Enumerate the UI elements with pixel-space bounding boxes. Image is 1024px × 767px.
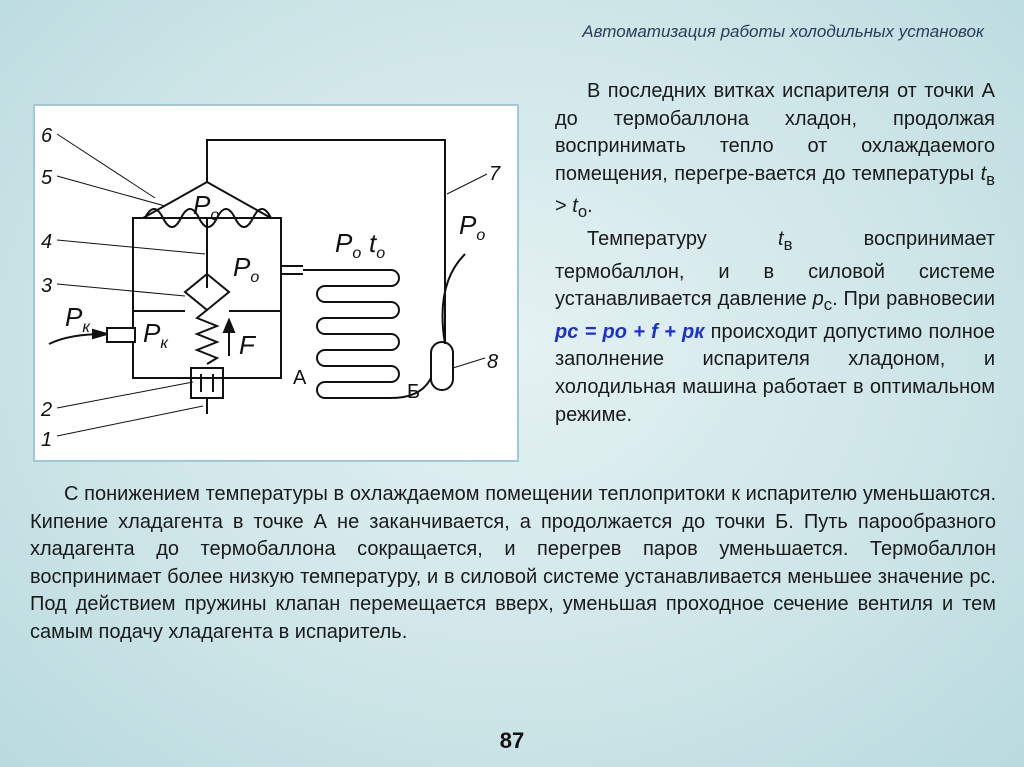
label-7: 7: [489, 163, 501, 185]
label-pk-inlet: $P_к$: [65, 302, 90, 336]
label-pk-body: $P_к$: [143, 318, 168, 352]
label-2: 2: [41, 399, 53, 421]
right-text-block: [555, 78, 995, 429]
label-point-a: A: [293, 367, 307, 389]
label-po-head: $P_o$: [193, 190, 220, 224]
paragraph-3: С понижением температуры в охлаждаемом помещении теплопритоки к испарителю уменьшаются. Кипение хладагента в точке А не заканчивается, а продолжается до точки Б. Путь парообразного хладагента до термобаллона сокращается, и перегрев паров уменьшается. Термобаллон воспринимает более низкую температуру, и в силовой системе устанавливается меньшее значение рс. Под действием пружины клапан перемещается вверх, уменьшая проходное сечение вентиля и тем самым подачу хладагента в испаритель.: [30, 483, 996, 643]
diagram-svg: [35, 106, 517, 460]
label-po-bulb: $P_o$: [459, 210, 486, 244]
label-5: 5: [41, 167, 53, 189]
valve-diagram: [33, 104, 519, 462]
label-f: F: [239, 330, 255, 360]
label-point-b: Б: [407, 381, 421, 403]
balance-formula: pс = pо + f + pк: [555, 320, 705, 343]
page-number: 87: [499, 728, 525, 753]
spring: [197, 310, 217, 364]
paragraph-2: Температуру $t_в$ воспринимает термобаллон, и в силовой системе устанавливается давление $p_с$. При равновесии pс = pо + f + pк происходит допустимо полное заполнение испарителя хладоном, и холодильная машина работает в оптимальном режиме.: [555, 227, 996, 426]
paragraph-1: В последних витках испарителя от точки А до термобаллона хладон, продолжая воспринимать тепло от охлаждаемого помещения, перегре-вается до температуры $t_в > t_о$.: [555, 80, 995, 222]
thermo-bulb: [431, 342, 453, 390]
label-6: 6: [41, 125, 53, 147]
label-to-coil: $t_o$: [369, 228, 386, 262]
capillary-tube: [207, 140, 445, 344]
page-header: Автоматизация работы холодильных установок: [582, 22, 984, 41]
adjust-screw: [191, 368, 223, 398]
bottom-text-block: [30, 481, 996, 647]
label-4: 4: [41, 231, 53, 253]
label-8: 8: [487, 351, 499, 373]
evaporator-coil: [317, 270, 435, 398]
label-3: 3: [41, 275, 53, 297]
label-po-body: $P_o$: [233, 252, 260, 286]
label-po-coil: $P_o$: [335, 228, 362, 262]
label-1: 1: [41, 429, 53, 451]
